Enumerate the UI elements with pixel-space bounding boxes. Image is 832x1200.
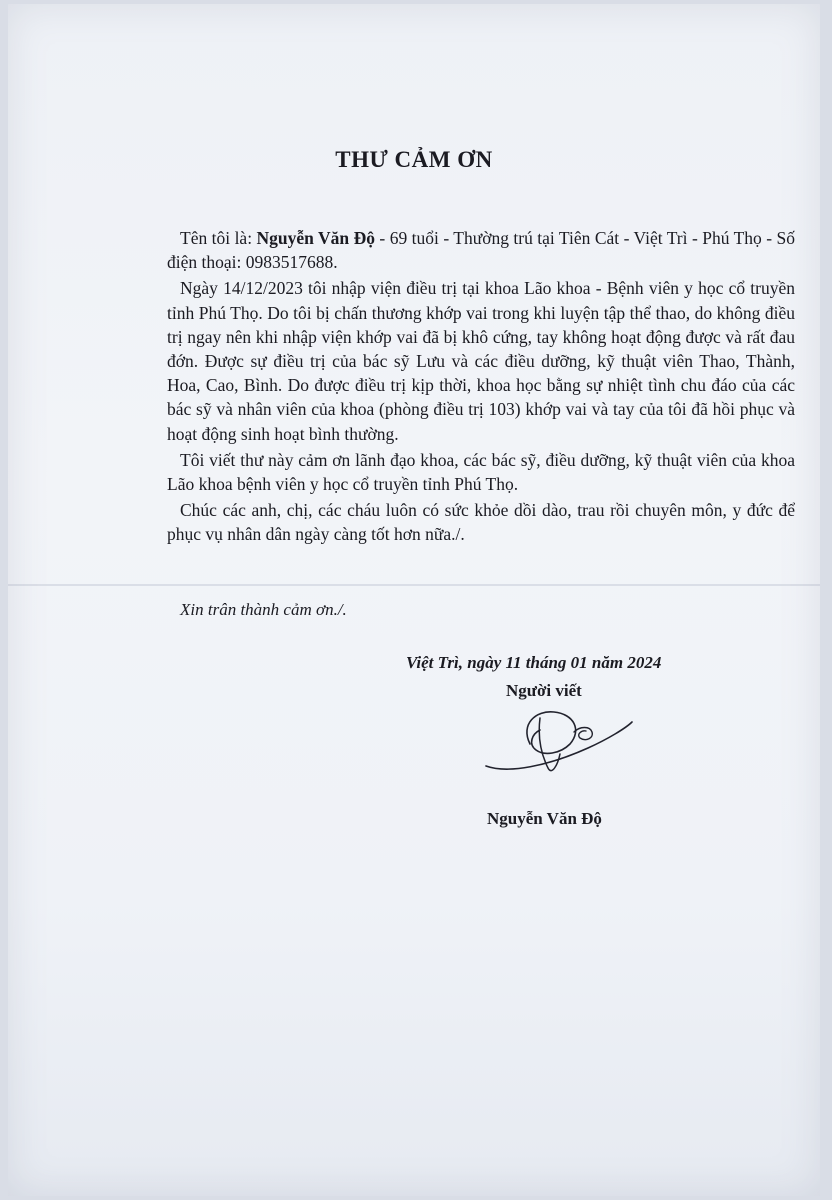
- wishes-paragraph: Chúc các anh, chị, các cháu luôn có sức khỏe dồi dào, trau rồi chuyên môn, y đức để phục vụ nhân dân ngày càng tốt hơn nữa./.: [167, 500, 795, 545]
- intro-prefix: Tên tôi là:: [180, 228, 257, 248]
- paper-fold-line: [8, 584, 820, 586]
- letter-body: [167, 226, 795, 549]
- author-name: Nguyễn Văn Độ: [256, 228, 375, 248]
- closing-line: Xin trân thành cảm ơn./.: [180, 600, 347, 619]
- place-date: Việt Trì, ngày 11 tháng 01 năm 2024: [406, 653, 662, 672]
- intro-suffix: - 69 tuổi - Thường trú tại Tiên Cát - Việt Trì - Phú Thọ - Số điện thoại: 0983517688.: [167, 228, 795, 273]
- gratitude-paragraph: Tôi viết thư này cảm ơn lãnh đạo khoa, các bác sỹ, điều dưỡng, kỹ thuật viên của khoa Lão khoa bệnh viên y học cổ truyền tỉnh Phú Thọ.: [167, 449, 795, 495]
- handwritten-signature: [478, 704, 638, 794]
- writer-label: Người viết: [506, 681, 582, 700]
- letter-title: THƯ CẢM ƠN: [335, 147, 493, 172]
- letter-paper: [8, 4, 820, 1196]
- treatment-paragraph: Ngày 14/12/2023 tôi nhập viện điều trị tại khoa Lão khoa - Bệnh viên y học cổ truyền tỉnh Phú Thọ. Do tôi bị chấn thương khớp vai trong khi luyện tập thể thao, do không điều trị ngay nên khi nhập viện khớp vai đã bị khô cứng, tay không hoạt động được và rất đau đớn. Được sự điều trị của bác sỹ Lưu và các điều dưỡng, kỹ thuật viên Thao, Thành, Hoa, Cao, Bình. Do được điều trị kịp thời, khoa học bằng sự nhiệt tình chu đáo của các bác sỹ và nhân viên của khoa (phòng điều trị 103) khớp vai và tay của tôi đã hồi phục và hoạt động sinh hoạt bình thường.: [167, 278, 795, 444]
- signer-name: Nguyễn Văn Độ: [487, 809, 602, 828]
- intro-paragraph: [167, 226, 795, 274]
